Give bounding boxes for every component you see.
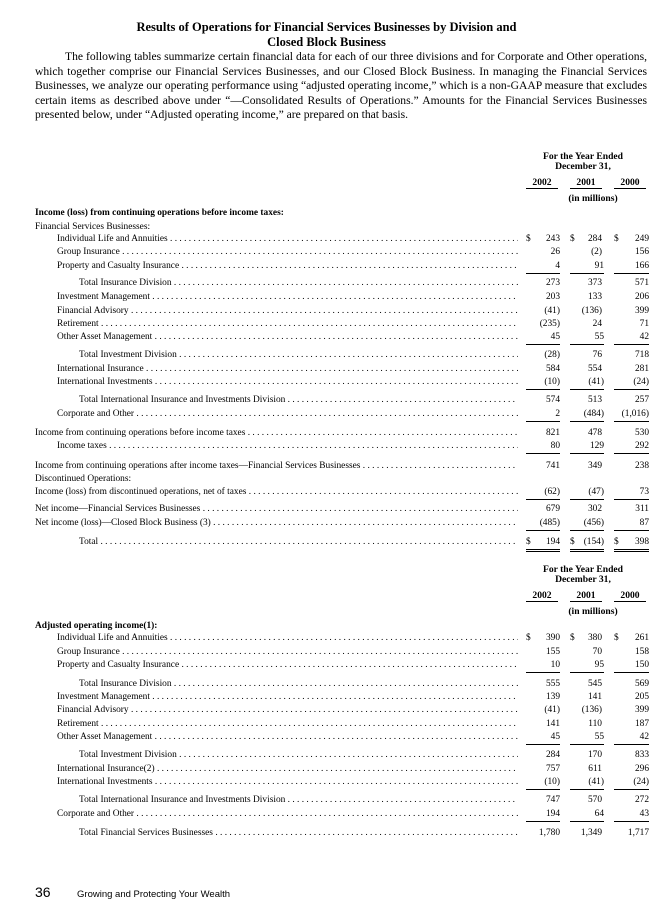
cell-value: 574 — [545, 395, 560, 405]
dollar-sign: $ — [614, 234, 619, 244]
row-label: Net income (loss)—Closed Block Business (3) . . . — [35, 517, 518, 530]
row-label: International Investments . . . — [57, 776, 518, 789]
cell-value: 545 — [587, 679, 602, 689]
cell-value: 272 — [634, 795, 649, 805]
cell-value: 311 — [635, 504, 649, 514]
cell-value: 166 — [614, 260, 649, 274]
cell-value: 398 — [614, 536, 649, 552]
cell-value: 257 — [634, 395, 649, 405]
table-row — [0, 246, 653, 259]
cell-value: (2) — [591, 247, 602, 257]
row-label: International Investments . . . — [57, 376, 518, 389]
row-label: Investment Management . . . — [57, 691, 518, 704]
cell-value: 76 — [592, 350, 602, 360]
table-row — [0, 718, 653, 731]
cell-value: 390 — [545, 633, 560, 643]
dollar-sign: $ — [526, 537, 531, 547]
table-row — [0, 260, 653, 273]
cell-value: 45 — [526, 331, 560, 345]
cell-value: 1,717 — [627, 828, 649, 838]
cell-value: (136) — [581, 705, 602, 715]
cell-value: 821 — [545, 428, 560, 438]
row-label: Total Investment Division . . . — [79, 749, 518, 762]
row-label: Total Insurance Division . . . — [79, 678, 518, 691]
row-label: Total International Insurance and Investments Division . . . — [79, 394, 518, 407]
table2-period-line2: December 31, — [555, 574, 611, 585]
row-label: Total International Insurance and Investments Division . . . — [79, 794, 518, 807]
cell-value: 584 — [545, 364, 560, 374]
table2-year-2001: 2001 — [570, 590, 602, 602]
table-row — [0, 394, 653, 407]
cell-value: 249 — [634, 234, 649, 244]
cell-value: 399 — [634, 705, 649, 715]
cell-value: (41) — [570, 376, 604, 390]
cell-value: 133 — [587, 292, 602, 302]
table-row — [0, 318, 653, 331]
row-label: Income taxes . . . — [57, 440, 518, 453]
cell-value: 71 — [639, 319, 649, 329]
table-row — [0, 794, 653, 807]
cell-value: (41) — [570, 776, 604, 790]
dollar-sign: $ — [526, 633, 531, 643]
cell-value: (154) — [570, 536, 604, 552]
cell-value: 571 — [634, 278, 649, 288]
cell-value: 91 — [570, 260, 604, 274]
dollar-sign: $ — [526, 234, 531, 244]
cell-value: 569 — [634, 679, 649, 689]
row-label: Group Insurance . . . — [57, 646, 518, 659]
cell-value: 156 — [634, 247, 649, 257]
table1-year-2002: 2002 — [526, 177, 558, 189]
table-row — [0, 776, 653, 789]
cell-value: 757 — [545, 764, 560, 774]
table-row — [0, 659, 653, 672]
row-label: Total Financial Services Businesses . . . — [79, 827, 518, 840]
cell-value: 747 — [545, 795, 560, 805]
row-label: Group Insurance . . . — [57, 246, 518, 259]
cell-value: 513 — [587, 395, 602, 405]
row-label: Total Investment Division . . . — [79, 349, 518, 362]
cell-value: 292 — [614, 440, 649, 454]
cell-value: 555 — [545, 679, 560, 689]
cell-value: (47) — [570, 486, 604, 500]
intro-paragraph: The following tables summarize certain financial data for each of our three divisions and for Corporate and Other operations, which together comprise our Financial Services Businesses, and our Closed Block Business. In managing the Financial Services Businesses, we analyze our operating performance using “adjusted operating income,” which is a non-GAAP measure that excludes certain items as described above under “—Consolidated Results of Operations.” Amounts for the Financial Services Businesses presented below, under “Adjusted operating income,” are prepared on that basis. — [35, 50, 647, 121]
row-label: Individual Life and Annuities . . . — [57, 233, 518, 246]
cell-value: 373 — [587, 278, 602, 288]
cell-value: 42 — [614, 331, 649, 345]
row-label: Income from continuing operations after income taxes—Financial Services Businesses . . . — [35, 460, 518, 473]
table1-year-2000: 2000 — [614, 177, 646, 189]
dollar-sign: $ — [570, 633, 575, 643]
table-row — [0, 827, 653, 840]
cell-value: 26 — [550, 247, 560, 257]
table-row — [0, 291, 653, 304]
dollar-sign: $ — [570, 537, 575, 547]
table-row — [0, 207, 653, 220]
cell-value: 4 — [526, 260, 560, 274]
row-label: Income (loss) from continuing operations before income taxes: — [35, 208, 284, 218]
cell-value: 554 — [587, 364, 602, 374]
cell-value: 741 — [545, 461, 560, 471]
cell-value: 170 — [587, 750, 602, 760]
cell-value: 55 — [570, 731, 604, 745]
cell-value: 129 — [570, 440, 604, 454]
table-row — [0, 331, 653, 344]
dollar-sign: $ — [570, 234, 575, 244]
cell-value: 141 — [587, 692, 602, 702]
cell-value: 380 — [587, 633, 602, 643]
cell-value: 206 — [634, 292, 649, 302]
cell-value: 349 — [587, 461, 602, 471]
row-label: Investment Management . . . — [57, 291, 518, 304]
table-row — [0, 376, 653, 389]
cell-value: 478 — [587, 428, 602, 438]
cell-value: 205 — [634, 692, 649, 702]
row-label: Corporate and Other . . . — [57, 808, 518, 821]
table-row — [0, 646, 653, 659]
table-row — [0, 460, 653, 473]
row-label: Financial Services Businesses: — [35, 222, 151, 232]
cell-value: 87 — [614, 517, 649, 531]
cell-value: 64 — [570, 808, 604, 822]
cell-value: 273 — [545, 278, 560, 288]
page-footer — [35, 884, 230, 902]
cell-value: 238 — [634, 461, 649, 471]
cell-value: 194 — [526, 808, 560, 822]
table-row — [0, 632, 653, 645]
cell-value: 296 — [634, 764, 649, 774]
cell-value: (10) — [526, 376, 560, 390]
table1-year-2001: 2001 — [570, 177, 602, 189]
cell-value: 1,349 — [580, 828, 602, 838]
cell-value: 261 — [634, 633, 649, 643]
cell-value: 302 — [587, 504, 602, 514]
cell-value: 155 — [545, 647, 560, 657]
cell-value: 80 — [526, 440, 560, 454]
table-row — [0, 408, 653, 421]
table-row — [0, 763, 653, 776]
cell-value: (24) — [614, 776, 649, 790]
cell-value: (235) — [539, 319, 560, 329]
row-label: International Insurance(2) . . . — [57, 763, 518, 776]
cell-value: 43 — [614, 808, 649, 822]
table2-year-2002: 2002 — [526, 590, 558, 602]
cell-value: 2 — [526, 408, 560, 422]
cell-value: 24 — [592, 319, 602, 329]
cell-value: 281 — [634, 364, 649, 374]
cell-value: 187 — [634, 719, 649, 729]
dollar-sign: $ — [614, 633, 619, 643]
cell-value: 158 — [634, 647, 649, 657]
cell-value: 150 — [614, 659, 649, 673]
row-label: Other Asset Management . . . — [57, 331, 518, 344]
table2-year-2000: 2000 — [614, 590, 646, 602]
cell-value: 110 — [588, 719, 602, 729]
cell-value: (485) — [526, 517, 560, 531]
row-label: Net income—Financial Services Businesses . . . — [35, 503, 518, 516]
table-row — [0, 473, 653, 486]
footer-text: Growing and Protecting Your Wealth — [77, 889, 231, 900]
table-row — [0, 363, 653, 376]
row-label: Total . . . — [79, 536, 518, 549]
cell-value: 679 — [545, 504, 560, 514]
row-label: Income (loss) from discontinued operations, net of taxes . . . — [35, 486, 518, 499]
dollar-sign: $ — [614, 537, 619, 547]
table1-period-line1: For the Year Ended — [542, 151, 624, 162]
row-label: Property and Casualty Insurance . . . — [57, 659, 518, 672]
row-label: Total Insurance Division . . . — [79, 277, 518, 290]
row-label: Adjusted operating income(1): — [35, 621, 158, 631]
cell-value: 284 — [587, 234, 602, 244]
cell-value: (24) — [614, 376, 649, 390]
cell-value: 611 — [588, 764, 602, 774]
row-label: Discontinued Operations: — [35, 474, 132, 484]
row-label: Financial Advisory . . . — [57, 305, 518, 318]
table-row — [0, 233, 653, 246]
table-row — [0, 704, 653, 717]
cell-value: (41) — [544, 306, 560, 316]
table-row — [0, 277, 653, 290]
cell-value: (136) — [581, 306, 602, 316]
table-row — [0, 808, 653, 821]
table-row — [0, 678, 653, 691]
cell-value: 203 — [545, 292, 560, 302]
cell-value: 530 — [634, 428, 649, 438]
row-label: Individual Life and Annuities . . . — [57, 632, 518, 645]
cell-value: (10) — [526, 776, 560, 790]
table-row — [0, 305, 653, 318]
cell-value: 141 — [545, 719, 560, 729]
cell-value: 70 — [592, 647, 602, 657]
cell-value: 55 — [570, 331, 604, 345]
cell-value: 833 — [634, 750, 649, 760]
row-label: Corporate and Other . . . — [57, 408, 518, 421]
title-line-2: Closed Block Business — [267, 35, 386, 49]
cell-value: (62) — [526, 486, 560, 500]
page-number: 36 — [35, 884, 51, 900]
cell-value: 42 — [614, 731, 649, 745]
table-row — [0, 503, 653, 516]
table1-period-line2: December 31, — [555, 161, 611, 172]
row-label: Retirement . . . — [57, 718, 518, 731]
table-row — [0, 517, 653, 530]
page-title — [0, 20, 653, 50]
table-row — [0, 731, 653, 744]
cell-value: 95 — [570, 659, 604, 673]
title-line-1: Results of Operations for Financial Services Businesses by Division and — [136, 20, 517, 34]
row-label: Income from continuing operations before income taxes . . . — [35, 427, 518, 440]
table-row — [0, 749, 653, 762]
cell-value: 399 — [634, 306, 649, 316]
table2-period-line1: For the Year Ended — [542, 564, 624, 575]
cell-value: 718 — [634, 350, 649, 360]
table-row — [0, 349, 653, 362]
cell-value: 570 — [587, 795, 602, 805]
table-row — [0, 536, 653, 549]
table-row — [0, 440, 653, 453]
cell-value: (28) — [544, 350, 560, 360]
cell-value: 284 — [545, 750, 560, 760]
table1-unit: (in millions) — [568, 193, 618, 204]
table2-unit: (in millions) — [568, 606, 618, 617]
cell-value: (456) — [570, 517, 604, 531]
row-label: International Insurance . . . — [57, 363, 518, 376]
row-label: Retirement . . . — [57, 318, 518, 331]
cell-value: 1,780 — [538, 828, 560, 838]
cell-value: (41) — [544, 705, 560, 715]
cell-value: 73 — [614, 486, 649, 500]
row-label: Other Asset Management . . . — [57, 731, 518, 744]
row-label: Financial Advisory . . . — [57, 704, 518, 717]
table-row — [0, 691, 653, 704]
table-row — [0, 486, 653, 499]
cell-value: (484) — [570, 408, 604, 422]
cell-value: 194 — [526, 536, 560, 552]
cell-value: 10 — [526, 659, 560, 673]
cell-value: (1,016) — [614, 408, 649, 422]
cell-value: 243 — [545, 234, 560, 244]
cell-value: 139 — [545, 692, 560, 702]
table-row — [0, 427, 653, 440]
row-label: Property and Casualty Insurance . . . — [57, 260, 518, 273]
cell-value: 45 — [526, 731, 560, 745]
